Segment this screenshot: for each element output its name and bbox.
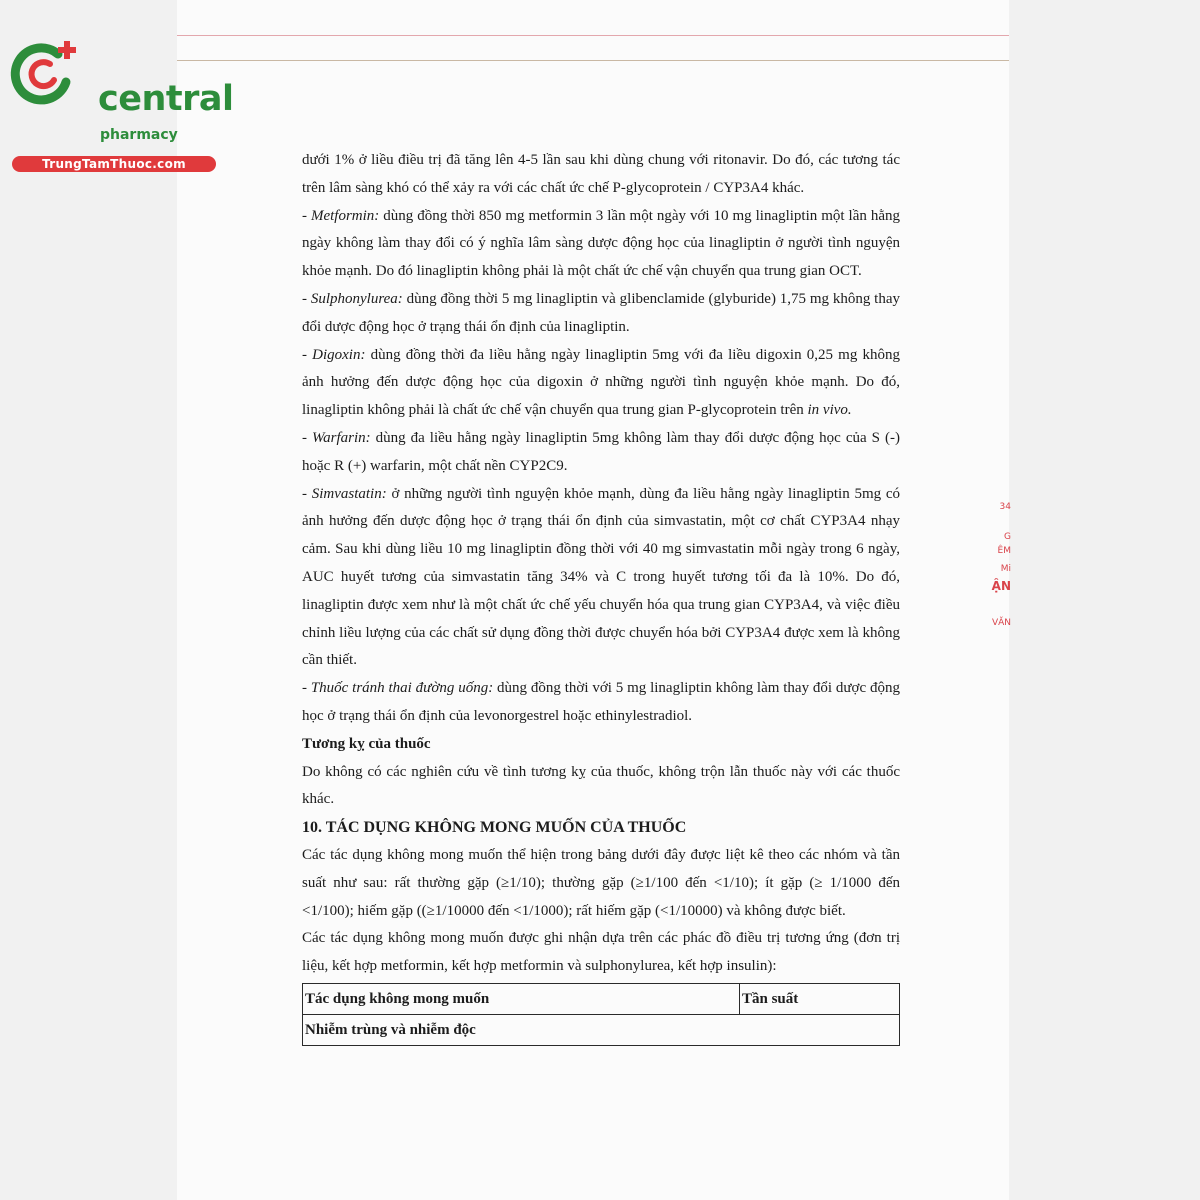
- drug-label: - Simvastatin:: [302, 485, 387, 502]
- table-row-infections: Nhiễm trùng và nhiễm độc: [303, 1014, 900, 1045]
- red-stamp-fragment: [985, 488, 1011, 648]
- interaction-warfarin: [302, 425, 900, 481]
- drug-label: - Metformin:: [302, 207, 380, 224]
- drug-label: - Warfarin:: [302, 429, 371, 446]
- pharmacy-cross-c-icon: [10, 38, 80, 108]
- table-header-frequency: Tần suất: [740, 983, 900, 1014]
- in-vivo-text: in vivo.: [807, 402, 852, 419]
- section-10-paragraph-1: Các tác dụng không mong muốn thể hiện trong bảng dưới đây được liệt kê theo các nhóm và tần suất như sau: rất thường gặp (≥1/10); thường gặp (≥1/100 đến <1/10); ít gặp (≥ 1/1000 đến <1/100); hiếm gặp ((≥1/10000 đến <1/1000); rất hiếm gặp (<1/10000) và không được biết.: [302, 846, 900, 919]
- stamp-text: VĂN: [991, 618, 1011, 628]
- drug-label: - Sulphonylurea:: [302, 290, 403, 307]
- side-effects-table: [302, 983, 900, 1046]
- drug-text: ở những người tình nguyện khỏe mạnh, dùng đa liều hằng ngày linagliptin 5mg có ảnh hưởng đến dược động học ở trạng thái ổn định của simvastatin, một cơ chất CYP3A4 nhạy cảm. Sau khi dùng liều 10 mg linagliptin đồng thời với 40 mg simvastatin mỗi ngày trong 6 ngày, AUC huyết tương của simvastatin tăng 34% và C trong huyết tương tối đa là 10%. Do đó, linagliptin được xem như là một chất ức chế yếu chuyển hóa qua trung gian CYP3A4, và việc điều chỉnh liều lượng của các chất sử dụng đồng thời được chuyển hóa bởi CYP3A4 được xem là không cần thiết.: [302, 485, 900, 669]
- compat-heading: Tương kỵ của thuốc: [302, 735, 431, 752]
- central-pharmacy-logo[interactable]: [10, 38, 234, 171]
- interaction-contraceptive: [302, 675, 900, 731]
- interaction-digoxin: [302, 342, 900, 425]
- drug-text: dùng đa liều hằng ngày linagliptin 5mg không làm thay đổi dược động học của S (-) hoặc R (+) warfarin, một chất nền CYP2C9.: [302, 429, 900, 474]
- interaction-simvastatin: [302, 481, 900, 676]
- table-header-effect: Tác dụng không mong muốn: [303, 983, 740, 1014]
- brand-website[interactable]: TrungTamThuoc.com: [12, 156, 216, 172]
- section-10-heading: 10. TÁC DỤNG KHÔNG MONG MUỐN CỦA THUỐC: [302, 819, 687, 837]
- paragraph: dưới 1% ở liều điều trị đã tăng lên 4-5 lần sau khi dùng chung với ritonavir. Do đó, các tương tác trên lâm sàng khó có thể xảy ra với các chất ức chế P-glycoprotein / CYP3A4 khác.: [302, 152, 900, 196]
- drug-label: - Digoxin:: [302, 346, 366, 363]
- stamp-text: ẬN: [991, 579, 1011, 593]
- drug-text: dùng đồng thời 5 mg linagliptin và glibenclamide (glyburide) 1,75 mg không thay đổi dược động học ở trạng thái ổn định của linagliptin.: [302, 290, 901, 335]
- drug-text: dùng đồng thời với 5 mg linagliptin không làm thay đổi dược động học ở trạng thái ổn định của levonorgestrel hoặc ethinylestradiol.: [302, 680, 900, 724]
- interaction-metformin: [302, 203, 900, 286]
- stamp-text: G: [1004, 532, 1011, 542]
- brand-tagline: pharmacy: [100, 127, 178, 143]
- drug-label: - Thuốc tránh thai đường uống:: [302, 680, 494, 697]
- drug-text: dùng đồng thời đa liều hằng ngày linagliptin 5mg với đa liều digoxin 0,25 mg không ảnh hưởng đến dược động học của digoxin ở những người tình nguyện khỏe mạnh. Do đó, linagliptin không phải là chất ức chế vận chuyển qua trung gian P-glycoprotein trên: [302, 346, 900, 419]
- table-header-row: [303, 983, 900, 1014]
- header-tan-rule: [177, 60, 1009, 61]
- stamp-text: ÊM: [997, 546, 1011, 556]
- interaction-sulphonylurea: [302, 286, 900, 342]
- section-10-paragraph-2: Các tác dụng không mong muốn được ghi nhận dựa trên các phác đồ điều trị tương ứng (đơn trị liệu, kết hợp metformin, kết hợp metformin và sulphonylurea, kết hợp insulin):: [302, 930, 900, 975]
- table-row: [303, 1014, 900, 1045]
- drug-text: dùng đồng thời 850 mg metformin 3 lần một ngày với 10 mg linagliptin một lần hằng ngày không làm thay đổi có ý nghĩa lâm sàng dược động học của linagliptin ở người tình nguyện khỏe mạnh. Do đó linagliptin không phải là một chất ức chế vận chuyển qua trung gian OCT.: [302, 207, 900, 280]
- stamp-text: 34: [999, 502, 1011, 512]
- header-red-rule: [177, 35, 1009, 36]
- document-body: [302, 147, 900, 1046]
- compat-paragraph: Do không có các nghiên cứu về tình tương kỵ của thuốc, không trộn lẫn thuốc này với các thuốc khác.: [302, 763, 900, 808]
- stamp-text: Mi: [1000, 564, 1011, 574]
- brand-name: central: [98, 79, 234, 119]
